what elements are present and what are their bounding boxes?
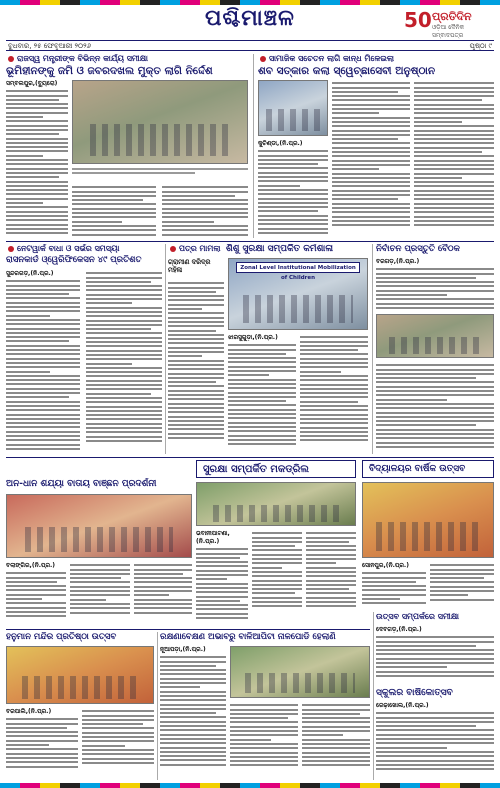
anashana-headline: ଅନ-ଧାନ ଶଯ୍ୟା ବାତାୟ ବାଞ୍ଛନ ପ୍ରଦର୍ଶନୀ xyxy=(6,479,157,489)
lead-headline: ଭୂମିହୀନଙ୍କୁ ଜମି ଓ ଜବରଦଖଲ ମୁକ୍ତ ଲାଗି ନିର୍ଦ୍ଦେଶ xyxy=(6,65,213,77)
hanuman-photo xyxy=(6,646,154,704)
logo-anniversary-number: 50 xyxy=(404,8,432,32)
anashana-byline: ବଲାଙ୍ଗିର,(ନି.ପ୍ର.) xyxy=(6,562,56,569)
registration-color-bar-bottom xyxy=(0,783,500,788)
bullet-icon xyxy=(8,246,14,252)
suraksha-byline: ଭବାନୀପାଟଣା,(ନି.ପ୍ର.) xyxy=(196,530,230,545)
shava-headline: ଶବ ସତ୍କାର କଲା ସ୍ୱେଚ୍ଛାସେବୀ ଅନୁଷ୍ଠାନ xyxy=(258,65,436,77)
sishu-col-1 xyxy=(168,280,224,454)
sishu-photo-banner: Zonal Level Institutional Mobilization of Children xyxy=(236,262,360,273)
school-byline: ରେଢ଼ାଖୋଲ,(ନି.ପ୍ର.) xyxy=(376,702,429,709)
sishu-subhead: ଗ୍ରାମୀଣ ଦରିଦ୍ର ମହିଳା xyxy=(168,258,211,274)
hanuman-byline: ବରପାଲି,(ନି.ପ୍ର.) xyxy=(6,708,52,715)
bullet-icon xyxy=(8,56,14,62)
hakim-col-1 xyxy=(376,258,494,312)
hakim-byline: ବରଗଡ଼,(ନି.ପ୍ର.) xyxy=(376,258,420,265)
hakim-col-2 xyxy=(376,362,494,454)
shava-byline: କୁଚିଣ୍ଡା,(ନି.ପ୍ର.) xyxy=(258,140,303,147)
utsav-col-1 xyxy=(376,626,494,684)
sishu-col-3 xyxy=(300,334,368,454)
lead-col-1 xyxy=(6,80,68,238)
hanuman-headline: ହନୁମାନ ମନ୍ଦିର ପ୍ରତିଷ୍ଠା ଉତ୍ସବ xyxy=(6,632,117,642)
hanuman-col-1 xyxy=(6,708,78,780)
rakshana-col-1 xyxy=(160,646,226,780)
rakshana-col-2 xyxy=(230,702,298,780)
anashana-col-3 xyxy=(134,562,192,626)
anashana-col-1 xyxy=(6,562,66,626)
utsav-headline: ଉତ୍ସବ ସମ୍ପର୍କରେ ସମୀକ୍ଷା xyxy=(376,612,460,621)
vidyalaya-byline: ସୋନପୁର,(ନି.ପ୍ର.) xyxy=(362,562,409,569)
lead-byline: ସମ୍ବଲପୁର,(ବ୍ୟୁରୋ) xyxy=(6,80,58,87)
vidyalaya-headline: ବିଦ୍ୟାଳୟର ବାର୍ଷିକ ଉତ୍ସବ xyxy=(362,460,494,478)
shava-photo xyxy=(258,80,328,136)
sishu-col-2 xyxy=(228,334,296,454)
lead-col-3 xyxy=(162,184,248,238)
utsav-byline: ଦେବଗଡ଼,(ନି.ପ୍ର.) xyxy=(376,626,422,633)
lead-photo xyxy=(72,80,248,164)
logo-tagline: ଓଡ଼ିଆ ଦୈନିକ ସମ୍ବାଦପତ୍ର xyxy=(432,24,464,39)
anashana-col-2 xyxy=(70,562,130,626)
ration-col-2 xyxy=(86,270,162,454)
dateline xyxy=(6,40,494,51)
ration-col-1 xyxy=(6,270,80,454)
suraksha-col-3 xyxy=(306,530,356,626)
sishu-headline: ଶିଶୁ ସୁରକ୍ଷା ସମ୍ପର୍କିତ କର୍ମଶାଳା xyxy=(226,244,333,254)
shava-col-1 xyxy=(258,140,328,238)
rakshana-col-3 xyxy=(302,702,370,780)
sishu-kicker: ପତ୍ର ମାମଲା xyxy=(168,244,224,254)
bullet-icon xyxy=(170,246,176,252)
hakim-photo xyxy=(376,314,494,358)
bullet-icon xyxy=(260,56,266,62)
lead-kicker: ରାଜସ୍ୱ ମନ୍ତ୍ରୀଙ୍କ ବିଭିନ୍ନ କାର୍ଯ୍ୟ ସମୀକ୍ଷା xyxy=(6,54,250,64)
vidyalaya-col-2 xyxy=(430,562,494,610)
shava-kicker: ସାମାଜିକ ସଚେତନ ଲାଗି କାନ୍ଧ ମିଳେଇଲା xyxy=(258,54,494,64)
suraksha-headline: ସୁରକ୍ଷା ସମ୍ପର୍କିତ ମକଡ୍ରିଲ xyxy=(196,460,356,478)
sishu-byline: ଝାରସୁଗୁଡ଼ା,(ନି.ପ୍ର.) xyxy=(228,334,278,341)
ration-byline: ସୁନ୍ଦରଗଡ଼,(ନି.ପ୍ର.) xyxy=(6,270,54,277)
registration-color-bar-top xyxy=(0,0,500,5)
masthead xyxy=(6,6,494,38)
issue-date: ବୁଧବାର, ୨୫ ଫେବୃଆରୀ ୨୦୨୬ xyxy=(8,42,91,50)
newspaper-logo xyxy=(404,8,492,39)
hanuman-col-2 xyxy=(82,708,154,780)
shava-col-3 xyxy=(414,80,494,238)
school-col-1 xyxy=(376,702,494,780)
rakshana-photo xyxy=(230,646,370,698)
hakim-headline: ନିର୍ବାଚନ ପ୍ରସ୍ତୁତି ବୈଠକ xyxy=(376,244,460,254)
suraksha-col-1 xyxy=(196,530,248,626)
suraksha-photo xyxy=(196,482,356,526)
vidyalaya-photo xyxy=(362,482,494,558)
section-title: ପଶ୍ଚିମାଞ୍ଚଳ xyxy=(205,6,295,31)
ration-kicker: ନେଟୱାର୍କ ବାଧା ଓ ସର୍ଭର ସମସ୍ୟା xyxy=(6,244,162,254)
vidyalaya-col-1 xyxy=(362,562,426,610)
school-headline: ସ୍କୁଲର ବାର୍ଷିକୋତ୍ସବ xyxy=(376,688,453,698)
suraksha-col-2 xyxy=(252,530,302,626)
lead-photo-caption xyxy=(72,166,248,180)
logo-name: ପ୍ରତିଦିନ xyxy=(432,10,472,23)
lead-col-2 xyxy=(72,184,156,238)
shava-col-2 xyxy=(332,80,410,238)
rakshana-headline: ରକ୍ଷଣାବେକ୍ଷଣ ଅଭାବରୁ ବାଳିଆପିଟା ନାଳପୋଡି ହେଲାଣି xyxy=(160,632,336,642)
anashana-photo xyxy=(6,494,192,558)
rakshana-byline: ନୂଆପଡ଼ା,(ନି.ପ୍ର.) xyxy=(160,646,206,653)
page-number: ପୃଷ୍ଠା ୯ xyxy=(469,42,492,50)
ration-headline: ରାସନକାର୍ଡ ଓ୍ୱେରିଫିକେସନ ୪୯ ପ୍ରତିଶତ xyxy=(6,255,142,265)
